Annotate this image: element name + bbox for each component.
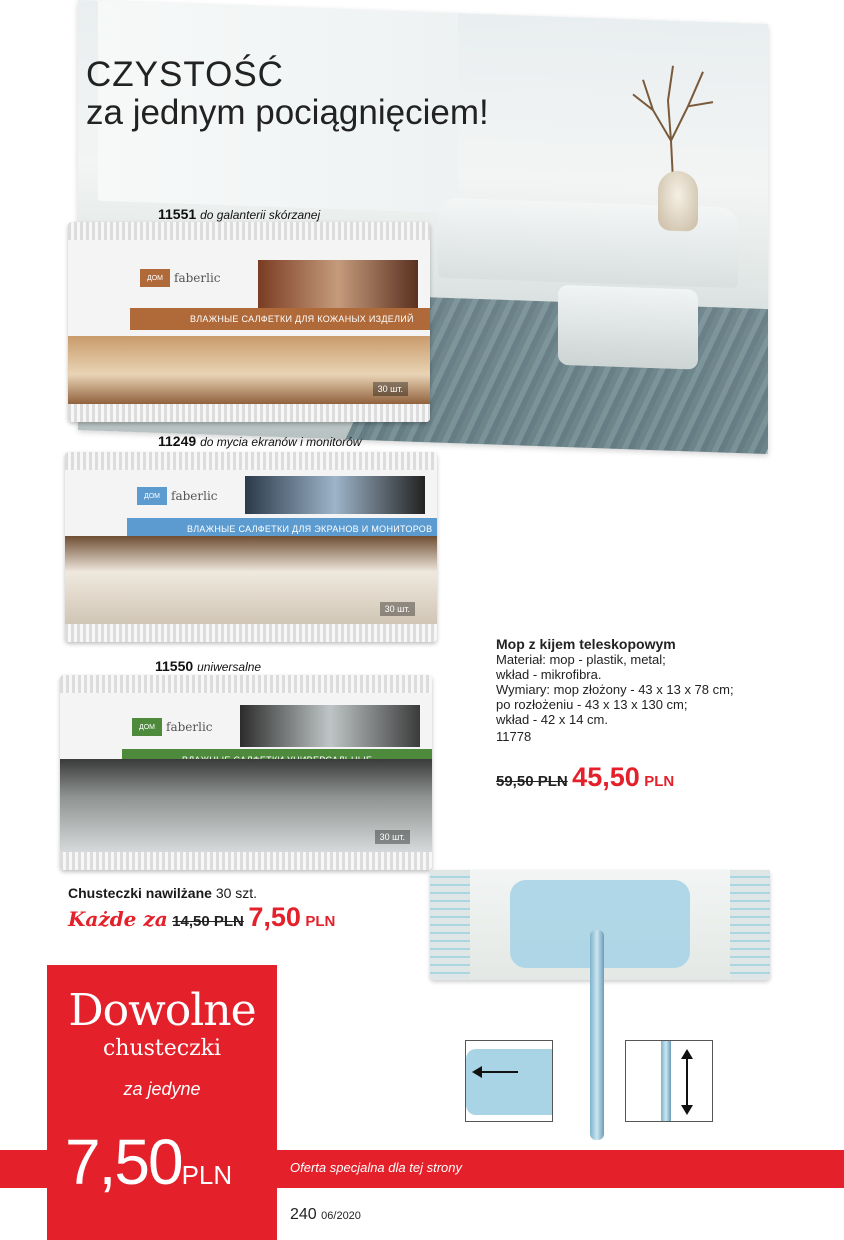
- mop-currency: PLN: [644, 773, 675, 790]
- brand-name: faberlic: [166, 720, 213, 734]
- wipes-new-price: 7,50: [248, 902, 301, 932]
- hero-vase: [658, 170, 698, 231]
- count-badge: 30 шт.: [375, 830, 410, 844]
- mop-fringe: [730, 870, 770, 980]
- brand-logo: [137, 482, 247, 510]
- brand-name: faberlic: [174, 271, 221, 285]
- mop-old-price: 59,50 PLN: [496, 773, 568, 790]
- wipes-old-price: 14,50 PLN: [172, 913, 244, 930]
- headline-line1: CZYSTOŚĆ: [86, 55, 284, 94]
- arrow-left-icon: [474, 1071, 518, 1073]
- mop-spec-line: Wymiary: mop złożony - 43 x 13 x 78 cm;: [496, 682, 734, 697]
- mop-spec-line: Materiał: mop - plastik, metal;: [496, 652, 666, 667]
- brand-name: faberlic: [171, 489, 218, 503]
- hero-ottoman: [558, 285, 698, 370]
- mop-new-price: 45,50: [572, 762, 640, 792]
- product-desc: do mycia ekranów i monitorów: [200, 435, 362, 449]
- product-code: 11249: [158, 433, 197, 449]
- product-code: 11551: [158, 206, 197, 222]
- promo-currency: PLN: [181, 1160, 233, 1190]
- mop-detail-pole: [661, 1041, 671, 1122]
- pack-band: ВЛАЖНЫЕ САЛФЕТКИ ДЛЯ ЭКРАНОВ И МОНИТОРОВ: [127, 518, 437, 540]
- mop-detail-telescopic: [625, 1040, 713, 1122]
- page-number: 240: [290, 1206, 317, 1223]
- product-label: [158, 433, 361, 449]
- promo-line2: chusteczki: [102, 1036, 222, 1061]
- mop-detail-swivel: [465, 1040, 553, 1122]
- product-label: [155, 658, 261, 674]
- pack-photo: [245, 476, 425, 514]
- promo-price-value: 7,50: [65, 1126, 182, 1198]
- mop-detail-plate: [466, 1049, 553, 1115]
- product-code: 11550: [155, 658, 194, 674]
- pack-photo: [240, 705, 420, 747]
- mop-code: 11778: [496, 729, 532, 744]
- mop-title: Mop z kijem teleskopowym: [496, 636, 676, 652]
- brand-logo: [140, 264, 250, 292]
- wipes-title: [68, 885, 257, 901]
- mop-spec-line: wkład - mikrofibra.: [496, 667, 602, 682]
- product-label: [158, 206, 320, 222]
- wipes-pack-universal: [60, 675, 432, 870]
- product-desc: uniwersalne: [197, 660, 262, 674]
- promo-line3: za jedyne: [123, 1079, 201, 1099]
- brand-house-icon: ДОМ: [137, 487, 167, 505]
- mop-description: [496, 637, 756, 744]
- count-badge: 30 шт.: [373, 382, 408, 396]
- wipes-count: 30 szt.: [215, 885, 258, 901]
- mop-handle-image: [590, 930, 604, 1140]
- hero-branch-decoration: [613, 59, 733, 183]
- page-date: 06/2020: [321, 1210, 361, 1222]
- wipes-name: Chusteczki nawilżane: [68, 885, 212, 901]
- brand-logo: [132, 713, 242, 741]
- promo-line1: Dowolne: [68, 985, 256, 1036]
- mop-spec-line: po rozłożeniu - 43 x 13 x 130 cm;: [496, 697, 688, 712]
- brand-house-icon: ДОМ: [140, 269, 170, 287]
- offer-strip-text: Oferta specjalna dla tej strony: [290, 1160, 462, 1175]
- arrow-up-down-icon: [686, 1051, 688, 1113]
- headline: [86, 55, 489, 133]
- promo-box: [47, 965, 277, 1240]
- product-desc: do galanterii skórzanej: [200, 208, 321, 222]
- count-badge: 30 шт.: [380, 602, 415, 616]
- wipes-currency: PLN: [305, 913, 336, 930]
- brand-house-icon: ДОМ: [132, 718, 162, 736]
- promo-price: [65, 1125, 232, 1199]
- wipes-each-label: Każde za: [68, 907, 168, 931]
- wipes-pack-screens: [65, 452, 437, 642]
- mop-price: [496, 762, 674, 793]
- wipes-pack-leather: [68, 222, 430, 422]
- mop-spec-line: wkład - 42 x 14 cm.: [496, 712, 608, 727]
- pack-band: ВЛАЖНЫЕ САЛФЕТКИ ДЛЯ КОЖАНЫХ ИЗДЕЛИЙ: [130, 308, 430, 330]
- pack-photo: [258, 260, 418, 310]
- wipes-price: [68, 902, 335, 933]
- headline-line2: za jednym pociągnięciem!: [86, 93, 489, 132]
- page-footer: [290, 1206, 361, 1224]
- mop-fringe: [430, 870, 470, 980]
